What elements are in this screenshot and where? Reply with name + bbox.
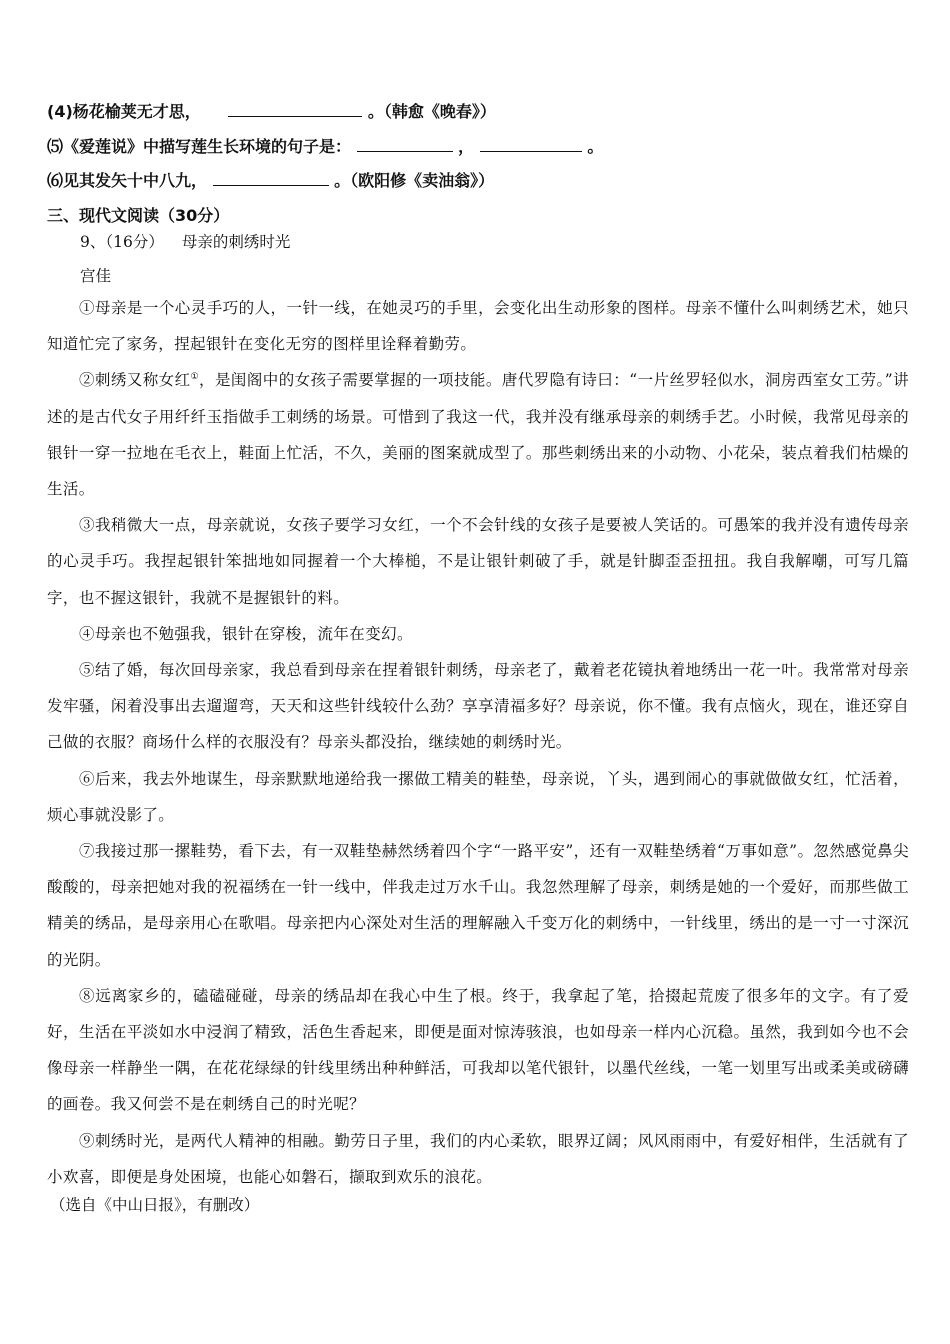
recitation-item-4: (4)杨花榆荚无才思， 。（韩愈《晚春》） [47,102,496,121]
recitation-item-6: ⑹见其发矢十中八九， 。（欧阳修《卖油翁》） [47,171,495,190]
paragraph: ③我稍微大一点，母亲就说，女孩子要学习女红，一个不会针线的女孩子是要被人笑话的。可愚笨的我并没有遗传母亲的心灵手巧。我捏起银针笨拙地如同握着一个大棒槌，不是让银针刺破了手，就是针脚歪歪扭扭。我自我解嘲，可写几篇字，也不握这银针，我就不是握银针的料。 [47,516,909,607]
paragraph: ⑦我接过那一摞鞋势，看下去，有一双鞋垫赫然绣着四个字“一路平安”，还有一双鞋垫绣着“万事如意”。忽然感觉鼻尖酸酸的，母亲把她对我的祝福绣在一针一线中，伴我走过万水千山。我忽然理解了母亲，刺绣是她的一个爱好，而那些做工精美的绣品，是母亲用心在歌唱。母亲把内心深处对生活的理解融入千变万化的刺绣中，一针线里，绣出的是一寸一寸深沉的光阴。 [47,842,909,969]
article-title: 母亲的刺绣时光 [181,233,291,251]
answer-blank[interactable] [228,102,362,117]
paragraph: ⑤结了婚，每次回母亲家，我总看到母亲在捏着银针刺绣，母亲老了，戴着老花镜执着地绣出一花一叶。我常常对母亲发牢骚，闲着没事出去遛遛弯，天天和这些针线较什么劲？享享清福多好？母亲说，你不懂。我有点恼火，现在，谁还穿自己做的衣服？商场什么样的衣服没有？母亲头都没抬，继续她的刺绣时光。 [47,661,909,752]
paragraph: ⑧远离家乡的，磕磕碰碰，母亲的绣品却在我心中生了根。终于，我拿起了笔，拾掇起荒废了很多年的文字。有了爱好，生活在平淡如水中浸润了精致，活色生香起来，即便是面对惊涛骇浪，也如母亲一样内心沉稳。虽然，我到如今也不会像母亲一样静坐一隅，在花花绿绿的针线里绣出种种鲜活，可我却以笔代银针，以墨代丝线，一笔一划里写出或柔美或磅礴的画卷。我又何尝不是在刺绣自己的时光呢？ [47,986,909,1114]
paragraph: ⑨刺绣时光，是两代人精神的相融。勤劳日子里，我们的内心柔软，眼界辽阔；风风雨雨中，有爱好相伴，生活就有了小欢喜，即便是身处困境，也能心如磐石，撷取到欢乐的浪花。 [47,1131,909,1186]
paragraph: ④母亲也不勉强我，银针在穿梭，流年在变幻。 [79,624,413,643]
paragraph: ①母亲是一个心灵手巧的人，一针一线，在她灵巧的手里，会变化出生动形象的图样。母亲不懂什么叫刺绣艺术，她只知道忙完了家务，捏起银针在变化无穷的图样里诠释着勤劳。 [47,299,909,354]
article-body [47,290,909,1195]
answer-blank[interactable] [480,137,582,152]
paragraph: ②刺绣又称女红①，是闺阁中的女孩子需要掌握的一项技能。唐代罗隐有诗曰：“一片丝罗轻似水，洞房西室女工劳。”讲述的是古代女子用纤纤玉指做手工刺绣的场景。可惜到了我这一代，我并没有继承母亲的刺绣手艺。小时候，我常见母亲的银针一穿一拉地在毛衣上，鞋面上忙活，不久，美丽的图案就成型了。那些刺绣出来的小动物、小花朵，装点着我们枯燥的生活。 [47,371,909,499]
answer-blank[interactable] [357,137,453,152]
source-note: （选自《中山日报》，有删改） [50,1196,260,1214]
paragraph: ⑥后来，我去外地谋生，母亲默默地递给我一摞做工精美的鞋垫，母亲说，丫头，遇到闹心的事就做做女红，忙活着，烦心事就没影了。 [47,769,909,824]
recitation-item-5: ⑸《爱莲说》中描写莲生长环境的句子是： ， 。 [47,137,604,156]
question-header: 9、（16分） 母亲的刺绣时光 [80,233,291,251]
answer-blank[interactable] [213,171,329,186]
section-heading: 三、现代文阅读（30分） [47,206,230,225]
article-author: 宫佳 [80,267,112,285]
